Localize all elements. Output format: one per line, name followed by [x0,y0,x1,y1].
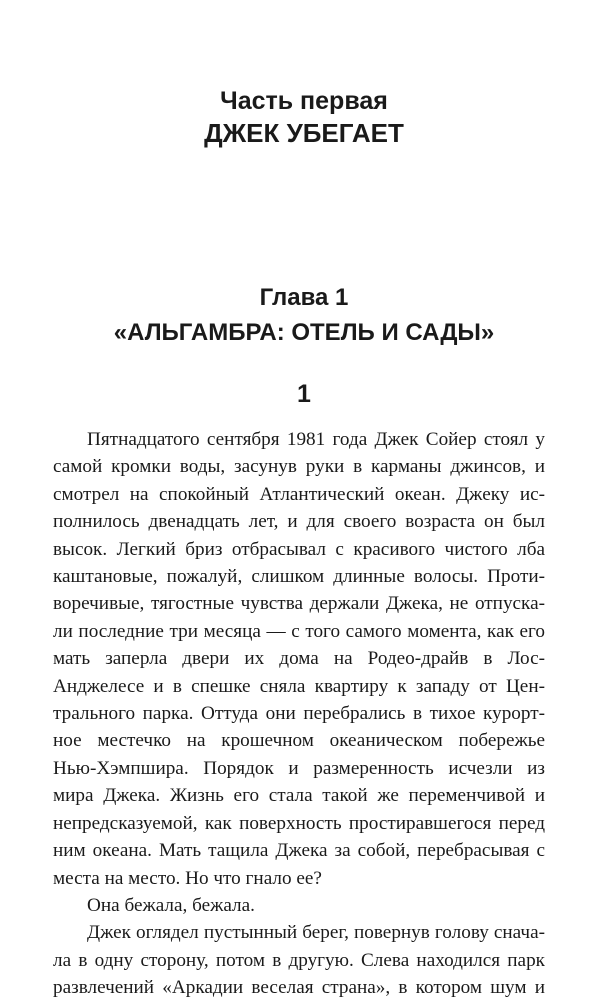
text-line: мира Джека. Жизнь его стала такой же переменчивой и [53,785,545,807]
text-line: высок. Легкий бриз отбрасывал с красивого чистого лба [53,538,545,560]
section-number: 1 [297,380,311,408]
text-line: каштановые, пожалуй, слишком длинные волосы. Проти- [53,566,545,588]
text-line: Анджелесе и в спешке сняла квартиру к западу от Цен- [53,675,545,697]
text-line: трального парка. Оттуда они перебрались в тихое курорт- [53,703,545,725]
text-line: Она бежала, бежала. [87,894,255,916]
text-line: полнилось двенадцать лет, и для своего возраста он был [53,511,545,533]
text-line: ное местечко на крошечном океаническом побережье [53,730,545,752]
text-line: ним океана. Мать тащила Джека за собой, перебрасывая с [53,840,545,862]
text-line: места на место. Но что гнало ее? [53,867,322,889]
text-line: ли последние три месяца — с того самого момента, как его [53,620,545,642]
chapter-title: «АЛЬГАМБРА: ОТЕЛЬ И САДЫ» [113,319,495,346]
text-line: ла в одну сторону, потом в другую. Слева находился парк [53,949,545,971]
part-title: ДЖЕК УБЕГАЕТ [204,118,404,148]
body-text [53,426,545,1002]
text-line: смотрел на спокойный Атлантический океан. Джеку ис- [53,483,545,505]
text-line: Джек оглядел пустынный берег, повернув голову снача- [87,922,545,944]
text-line: непредсказуемой, как поверхность простиравшегося перед [53,812,545,834]
text-line: Пятнадцатого сентября 1981 года Джек Сойер стоял у [87,429,545,450]
text-line: воречивые, тягостные чувства держали Джека, не отпуска- [53,593,545,615]
chapter-label: Глава 1 [259,284,349,311]
text-line: Нью-Хэмпшира. Порядок и размеренность исчезли из [53,757,545,779]
text-line: развлечений «Аркадии веселая страна», в котором шум и [53,977,545,999]
text-line: самой кромки воды, засунув руки в карманы джинсов, и [53,456,545,478]
part-label: Часть первая [220,87,388,115]
text-line: мать заперла двери их дома на Родео-драйв в Лос- [53,648,545,670]
